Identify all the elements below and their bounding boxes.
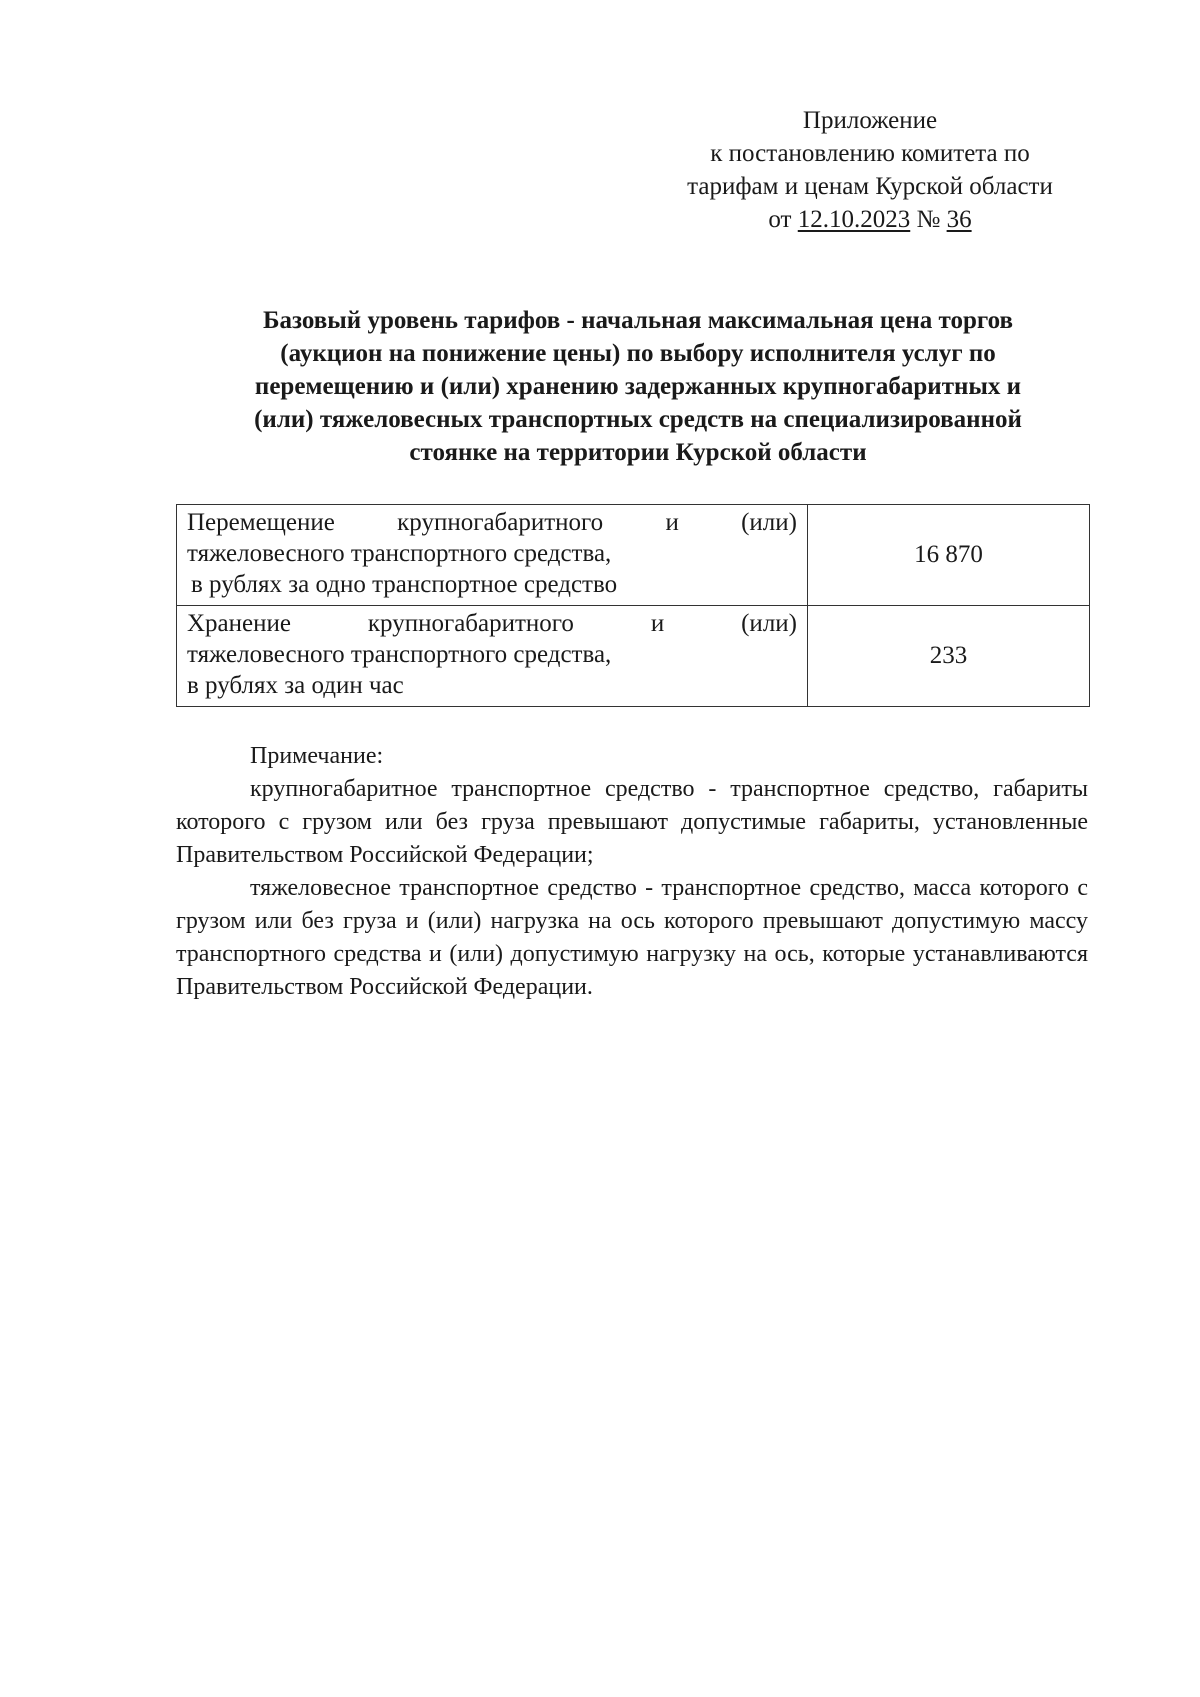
appendix-line-2: к постановлению комитета по <box>710 140 1030 167</box>
tariff-value-storage: 233 <box>808 606 1090 707</box>
table-row <box>177 505 1090 606</box>
notes-section <box>176 740 1088 1004</box>
note-oversized-definition: крупногабаритное транспортное средство - транспортное средство, габариты которого с грузом или без груза превышают допустимые габариты, установленные Правительством Российской Федерации; <box>176 776 1088 868</box>
title-line-1: Базовый уровень тарифов - начальная максимальная цена торгов <box>262 307 1014 334</box>
appendix-label: Приложение <box>802 107 938 134</box>
tariff-description-storage: Хранение крупногабаритного и (или) тяжеловесного транспортного средства, в рублях за один час <box>177 606 808 707</box>
resolution-date: 12.10.2023 <box>797 206 911 233</box>
appendix-date-line <box>640 203 1100 236</box>
title-line-2: (аукцион на понижение цены) по выбору исполнителя услуг по <box>280 340 996 367</box>
date-prefix: от <box>768 206 792 233</box>
number-sign: № <box>916 206 941 233</box>
title-line-3: перемещению и (или) хранению задержанных крупногабаритных и <box>254 373 1022 400</box>
note-heavy-definition: тяжеловесное транспортное средство - транспортное средство, масса которого с грузом или без груза и (или) нагрузка на ось которого превышают допустимую массу транспортного средства и (или) допустимую нагрузку на ось, которые устанавливаются Правительством Российской Федерации. <box>176 875 1088 1000</box>
tariff-value-relocation: 16 870 <box>808 505 1090 606</box>
notes-heading: Примечание: <box>250 743 384 769</box>
resolution-number: 36 <box>946 206 972 233</box>
document-title <box>178 304 1098 469</box>
tariff-description-relocation: Перемещение крупногабаритного и (или) тяжеловесного транспортного средства, в рублях за одно транспортное средство <box>177 505 808 606</box>
title-line-4: (или) тяжеловесных транспортных средств на специализированной <box>254 406 1022 433</box>
appendix-line-3: тарифам и ценам Курской области <box>687 173 1053 200</box>
title-line-5: стоянке на территории Курской области <box>409 439 867 466</box>
table-row <box>177 606 1090 707</box>
tariff-table <box>176 504 1090 707</box>
appendix-header <box>640 104 1100 236</box>
